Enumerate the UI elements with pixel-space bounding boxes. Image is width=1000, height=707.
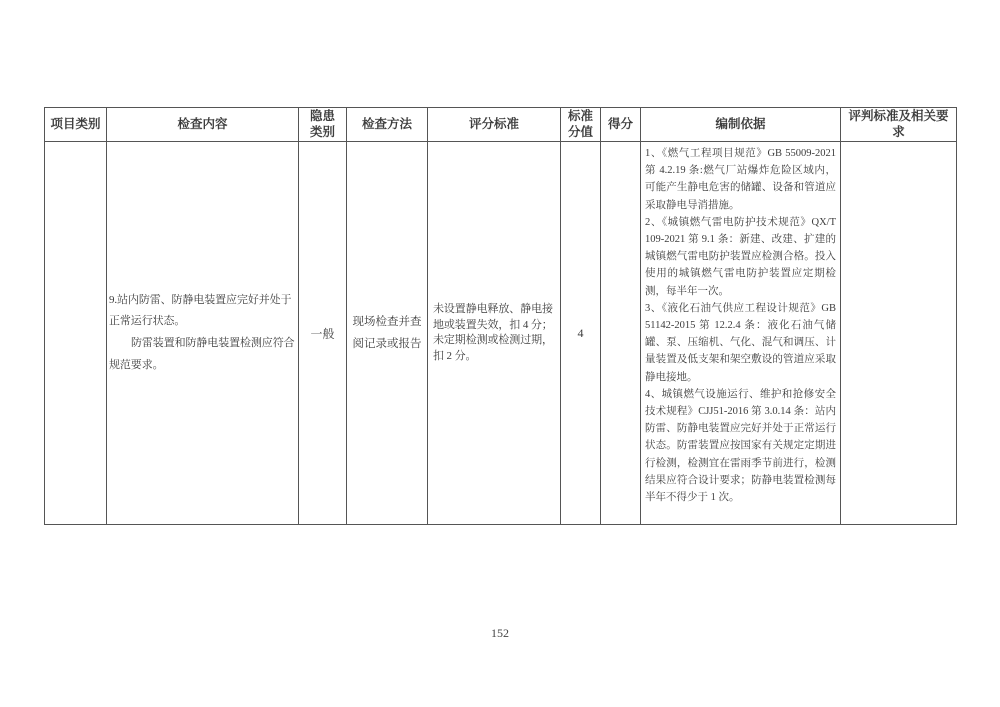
cell-hazard-category: 一般 xyxy=(299,142,347,525)
header-inspection-method: 检查方法 xyxy=(347,108,428,142)
basis-item-3: 3、《液化石油气供应工程设计规范》GB 51142-2015 第 12.2.4 条：液化石油气储罐、泵、压缩机、气化、混气和调压、计量装置及低支架和架空敷设的管道应采取静电接地。 xyxy=(645,302,836,383)
header-project-category: 项目类别 xyxy=(45,108,107,142)
page-number: 152 xyxy=(491,626,509,640)
cell-basis xyxy=(641,142,841,525)
header-basis: 编制依据 xyxy=(641,108,841,142)
cell-judgment-requirements xyxy=(841,142,957,525)
table-header-row xyxy=(45,108,957,142)
cell-inspection-content xyxy=(107,142,299,525)
cell-scoring-standard: 未设置静电释放、静电接地或装置失效，扣 4 分；未定期检测或检测过期，扣 2 分。 xyxy=(428,142,561,525)
header-standard-score: 标准分值 xyxy=(561,108,601,142)
basis-item-2: 2、《城镇燃气雷电防护技术规范》QX/T 109-2021 第 9.1 条：新建、改建、扩建的城镇燃气雷电防护装置应检测合格。投入使用的城镇燃气雷电防护装置应定期检测，每半年一次。 xyxy=(645,216,836,297)
cell-inspection-method: 现场检查并查阅记录或报告 xyxy=(347,142,428,525)
header-score: 得分 xyxy=(601,108,641,142)
cell-project-category xyxy=(45,142,107,525)
basis-item-1: 1、《燃气工程项目规范》GB 55009-2021 第 4.2.19 条:燃气厂站爆炸危险区域内，可能产生静电危害的储罐、设备和管道应采取静电导消措施。 xyxy=(645,148,836,211)
basis-item-4: 4、城镇燃气设施运行、维护和抢修安全技术规程》CJJ51-2016 第 3.0.14 条：站内防雷、防静电装置应完好并处于正常运行状态。防雷装置应按国家有关规定定期进行检测，检测宜在雷雨季节前进行，检测结果应符合设计要求；防静电装置检测每半年不得少于 1 次。 xyxy=(645,388,836,504)
inspection-table xyxy=(44,107,957,525)
inspection-content-paragraph-1: 9.站内防雷、防静电装置应完好并处于正常运行状态。 xyxy=(109,293,292,328)
table-row xyxy=(45,142,957,525)
header-scoring-standard: 评分标准 xyxy=(428,108,561,142)
header-inspection-content: 检查内容 xyxy=(107,108,299,142)
header-judgment-requirements: 评判标准及相关要求 xyxy=(841,108,957,142)
cell-standard-score: 4 xyxy=(561,142,601,525)
inspection-content-paragraph-2: 防雷装置和防静电装置检测应符合规范要求。 xyxy=(109,337,295,371)
cell-score xyxy=(601,142,641,525)
header-hazard-category: 隐患类别 xyxy=(299,108,347,142)
